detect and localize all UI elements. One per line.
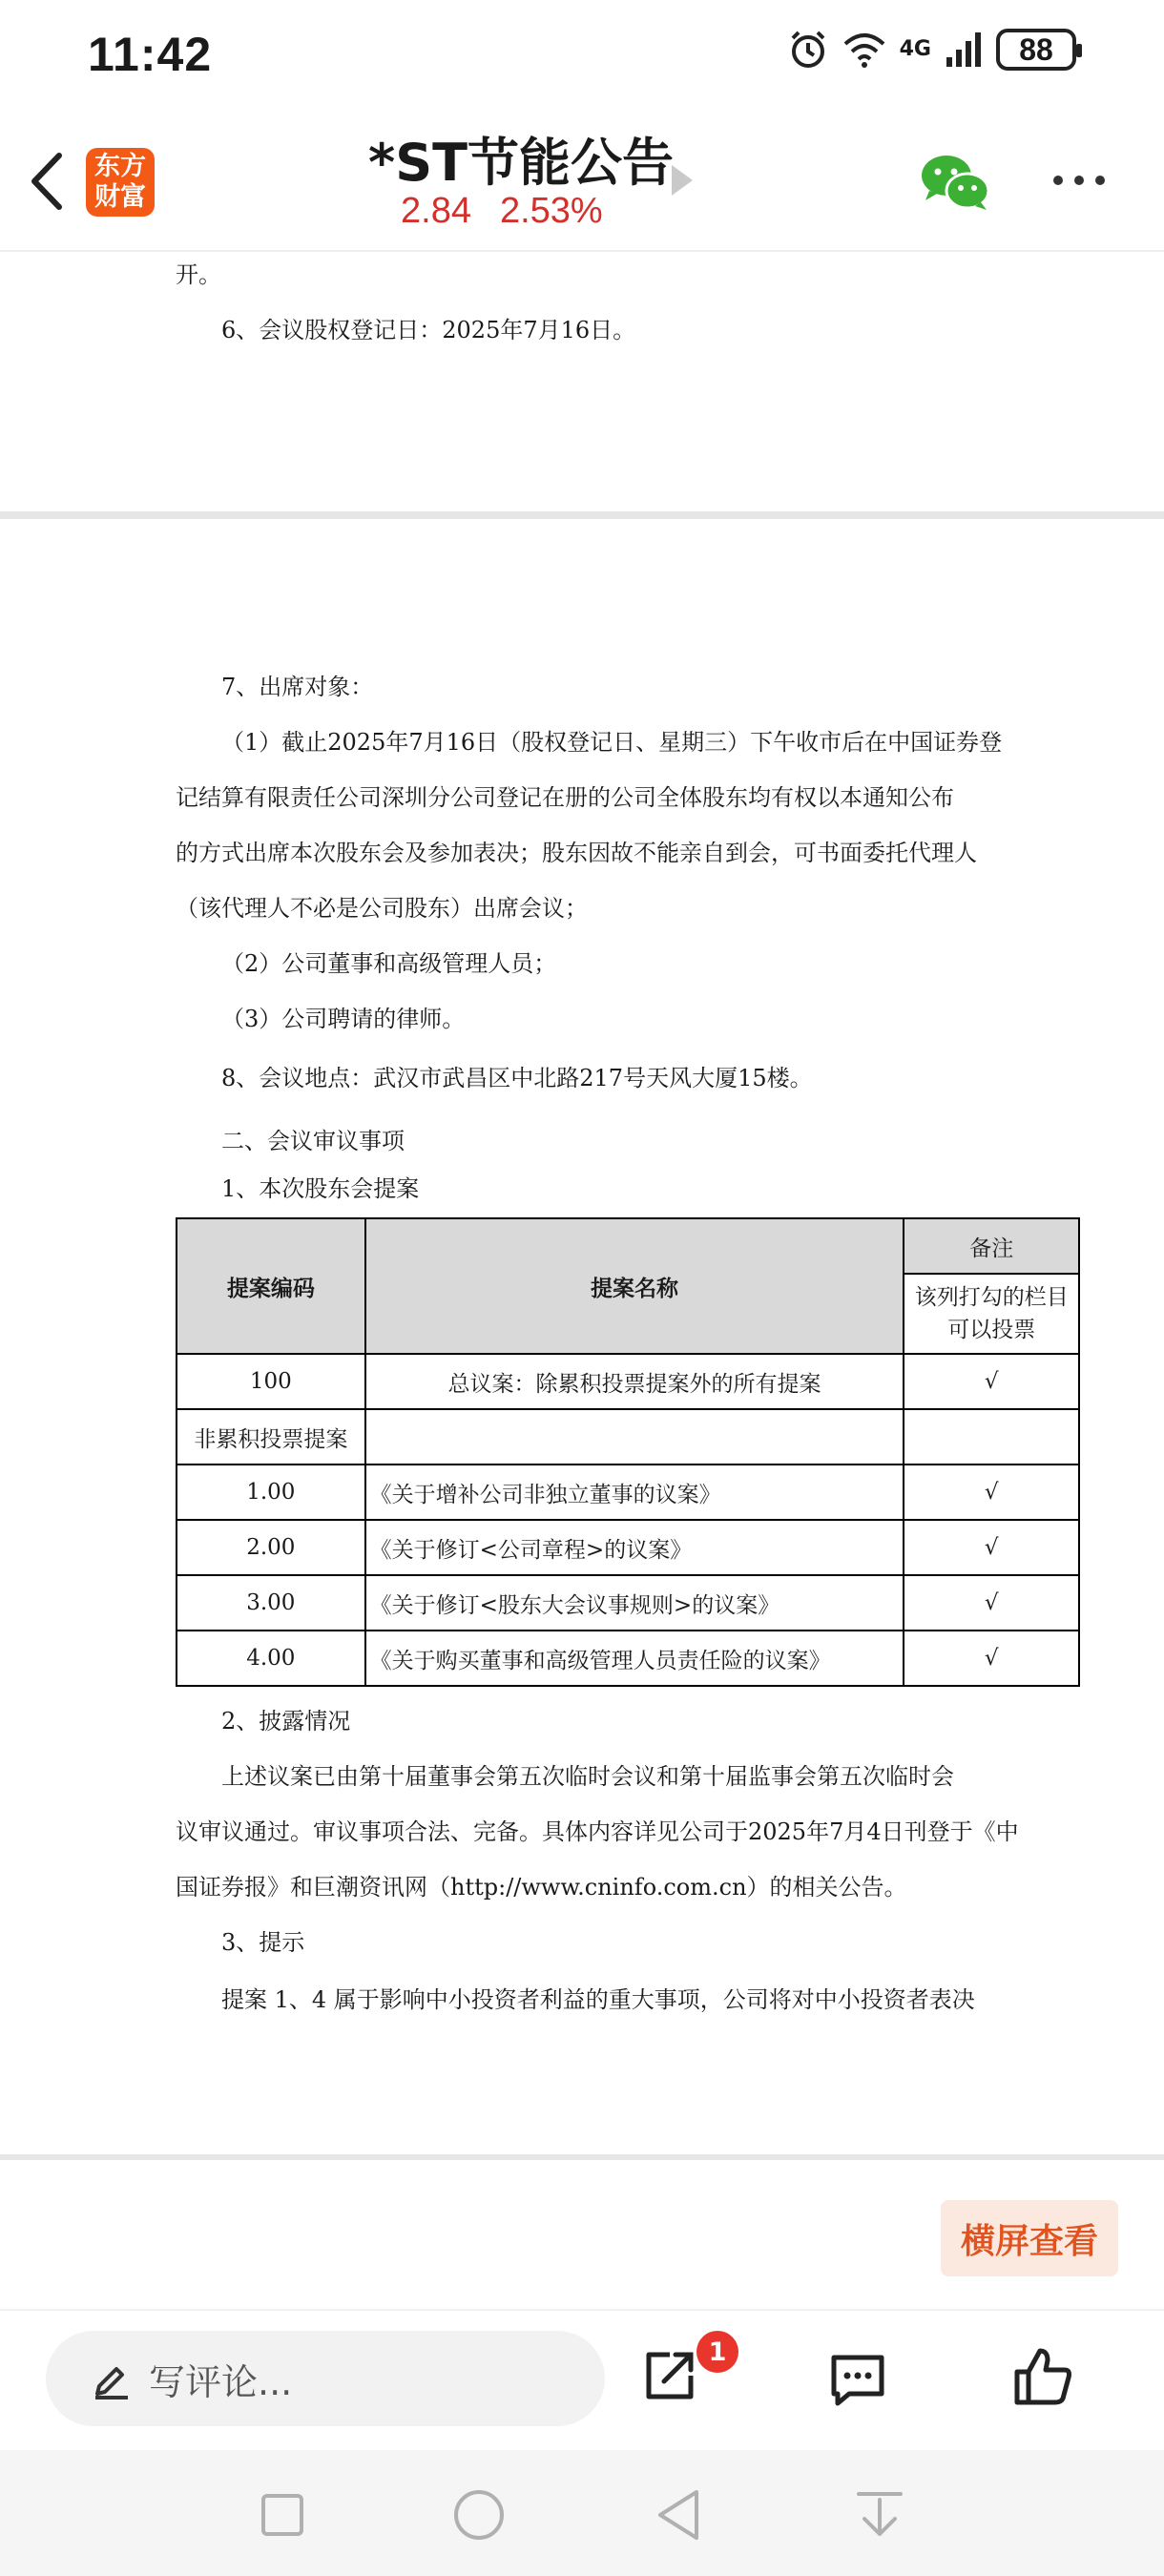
wechat-icon[interactable] (920, 153, 990, 212)
share-badge: 1 (696, 2331, 738, 2373)
table-cell-check: √ (904, 1465, 1079, 1520)
doc-paragraph-line: 记结算有限责任公司深圳分公司登记在册的公司全体股东均有权以本通知公布 (176, 784, 954, 811)
share-icon[interactable] (641, 2347, 698, 2404)
table-header-name: 提案名称 (365, 1218, 904, 1354)
table-cell-code: 4.00 (177, 1631, 365, 1686)
table-cell-name: 总议案：除累积投票提案外的所有提案 (365, 1354, 904, 1409)
header-divider (0, 250, 1164, 252)
doc-subheading: 2、披露情况 (221, 1708, 351, 1735)
wifi-icon (842, 31, 886, 69)
table-cell-name: 《关于增补公司非独立董事的议案》 (365, 1465, 904, 1520)
table-cell-name: 《关于修订<公司章程>的议案》 (365, 1520, 904, 1575)
comment-placeholder: 写评论... (149, 2360, 293, 2403)
table-row (177, 1575, 1079, 1631)
status-time: 11:42 (88, 28, 213, 81)
page-separator (0, 2154, 1164, 2160)
proposal-table (176, 1217, 1080, 1687)
back-arrow-icon[interactable] (21, 148, 74, 215)
comment-input[interactable] (46, 2331, 605, 2426)
bottom-divider (0, 2309, 1164, 2311)
comments-icon[interactable] (828, 2352, 887, 2407)
alarm-icon (787, 29, 829, 71)
table-row (177, 1465, 1079, 1520)
doc-section-heading: 二、会议审议事项 (221, 1128, 405, 1154)
system-nav-bar (0, 2450, 1164, 2576)
table-row (177, 1409, 1079, 1465)
recent-apps-icon[interactable] (254, 2486, 311, 2544)
table-cell-code: 非累积投票提案 (177, 1409, 365, 1465)
table-cell-code: 1.00 (177, 1465, 365, 1520)
battery-icon (996, 29, 1076, 71)
table-header-code: 提案编码 (177, 1218, 365, 1354)
doc-paragraph-line: （1）截止2025年7月16日（股权登记日、星期三）下午收市后在中国证券登 (221, 729, 1003, 756)
table-cell-check: √ (904, 1575, 1079, 1631)
thumbs-up-icon[interactable] (1011, 2345, 1074, 2408)
table-header-note-sub: 该列打勾的栏目可以投票 (904, 1274, 1079, 1354)
doc-paragraph-line: 的方式出席本次股东会及参加表决；股东因故不能亲自到会，可书面委托代理人 (176, 840, 977, 866)
stock-quote[interactable] (401, 191, 603, 232)
doc-paragraph-line: 提案 1、4 属于影响中小投资者利益的重大事项，公司将对中小投资者表决 (221, 1986, 975, 2013)
more-menu-icon[interactable] (1053, 176, 1105, 185)
dropdown-icon[interactable] (851, 2486, 908, 2544)
table-row (177, 1631, 1079, 1686)
battery-level: 88 (1019, 31, 1053, 67)
doc-paragraph-line: （3）公司聘请的律师。 (221, 1006, 466, 1032)
play-triangle-icon[interactable] (672, 165, 693, 196)
landscape-view-button[interactable]: 横屏查看 (941, 2200, 1118, 2276)
table-cell-check: √ (904, 1354, 1079, 1409)
doc-paragraph-line: 上述议案已由第十届董事会第五次临时会议和第十届监事会第五次临时会 (221, 1763, 954, 1790)
stock-price: 2.84 (401, 191, 471, 231)
doc-subheading: 3、提示 (221, 1929, 305, 1956)
logo-line1: 东方 (94, 152, 146, 181)
doc-item6: 6、会议股权登记日：2025年7月16日。 (221, 317, 636, 343)
doc-subheading: 1、本次股东会提案 (221, 1175, 420, 1202)
app-logo[interactable] (86, 148, 155, 217)
page-title: *ST节能公告 (368, 133, 674, 193)
table-cell-name (365, 1409, 904, 1465)
stock-change: 2.53% (499, 191, 603, 231)
table-cell-check (904, 1409, 1079, 1465)
home-icon[interactable] (450, 2486, 508, 2544)
network-type: 4G (899, 37, 931, 61)
status-icons (787, 29, 1076, 71)
pen-icon (90, 2358, 132, 2399)
table-cell-code: 100 (177, 1354, 365, 1409)
doc-paragraph-line: 国证券报》和巨潮资讯网（http://www.cninfo.com.cn）的相关公告。 (176, 1874, 907, 1901)
table-cell-check: √ (904, 1631, 1079, 1686)
doc-paragraph-line: （2）公司董事和高级管理人员； (221, 950, 557, 977)
table-cell-name: 《关于修订<股东大会议事规则>的议案》 (365, 1575, 904, 1631)
logo-line2: 财富 (94, 182, 146, 212)
page-separator (0, 511, 1164, 519)
table-row (177, 1520, 1079, 1575)
table-row (177, 1354, 1079, 1409)
back-icon[interactable] (651, 2486, 708, 2544)
table-cell-code: 3.00 (177, 1575, 365, 1631)
table-cell-name: 《关于购买董事和高级管理人员责任险的议案》 (365, 1631, 904, 1686)
table-cell-code: 2.00 (177, 1520, 365, 1575)
signal-icon (945, 31, 983, 69)
table-header-note: 备注 (904, 1218, 1079, 1274)
doc-item8: 8、会议地点：武汉市武昌区中北路217号天风大厦15楼。 (221, 1065, 813, 1091)
doc-line: 开。 (176, 261, 221, 288)
table-cell-check: √ (904, 1520, 1079, 1575)
doc-paragraph-line: （该代理人不必是公司股东）出席会议； (176, 895, 588, 922)
doc-item7-title: 7、出席对象： (221, 674, 374, 700)
doc-paragraph-line: 议审议通过。审议事项合法、完备。具体内容详见公司于2025年7月4日刊登于《中 (176, 1818, 1019, 1845)
